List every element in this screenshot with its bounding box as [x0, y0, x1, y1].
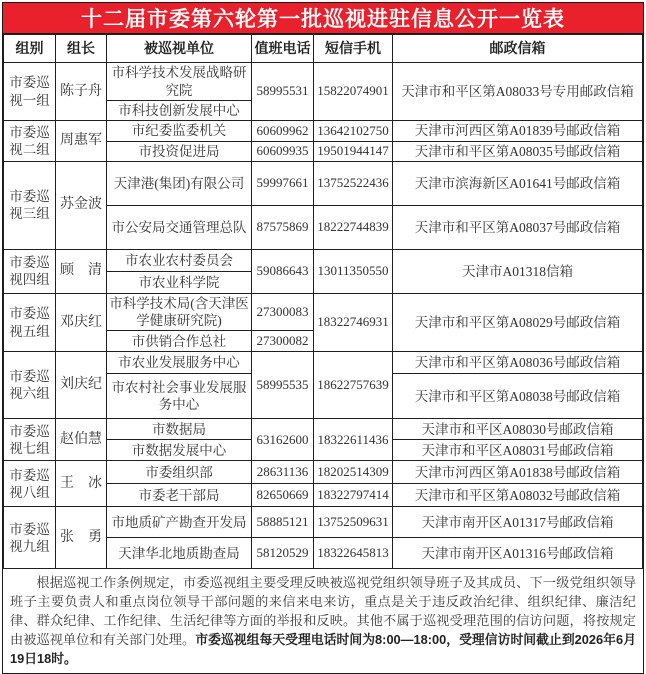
- mobile-cell: 15822074901: [314, 63, 393, 121]
- phone-cell: 59997661: [252, 161, 314, 205]
- phone-cell: 59086643: [252, 249, 314, 293]
- leader-cell: 王 冰: [56, 461, 107, 507]
- group-cell: 市委巡视四组: [4, 249, 56, 293]
- mailbox-cell: 天津市和平区A08030号邮政信箱: [393, 419, 643, 440]
- phone-cell: 60609962: [252, 121, 314, 141]
- col-header-leader: 组长: [56, 35, 107, 63]
- footer-note: [3, 569, 643, 673]
- col-header-mobile: 短信手机: [314, 35, 393, 63]
- table-row: [4, 507, 643, 538]
- phone-cell: 87575869: [252, 205, 314, 249]
- page-title: 十二届市委第六轮第一批巡视进驻信息公开一览表: [3, 3, 643, 34]
- mobile-cell: 18322797414: [314, 484, 393, 507]
- mailbox-cell: 天津市和平区第A08035号邮政信箱: [393, 141, 643, 161]
- phone-cell: 58120529: [252, 538, 314, 569]
- mobile-cell: 18322645813: [314, 538, 393, 569]
- phone-cell: 28631136: [252, 461, 314, 484]
- col-header-phone: 值班电话: [252, 35, 314, 63]
- unit-cell: 市科技创新发展中心: [107, 101, 252, 121]
- leader-cell: 顾 清: [56, 249, 107, 293]
- unit-cell: 市委组织部: [107, 461, 252, 484]
- col-header-group: 组别: [4, 35, 56, 63]
- leader-cell: 苏金波: [56, 161, 107, 249]
- unit-cell: 市数据局: [107, 419, 252, 440]
- phone-cell: 63162600: [252, 419, 314, 461]
- table-header-row: [4, 35, 643, 63]
- unit-cell: 市委老干部局: [107, 484, 252, 507]
- leader-cell: 赵伯慧: [56, 419, 107, 461]
- mailbox-cell: 天津市和平区第A08038号邮政信箱: [393, 374, 643, 419]
- group-cell: 市委巡视二组: [4, 121, 56, 162]
- table-row: [4, 293, 643, 331]
- unit-cell: 市投资促进局: [107, 141, 252, 161]
- table-row: [4, 63, 643, 101]
- unit-cell: 市数据发展中心: [107, 440, 252, 461]
- mailbox-cell: 天津市和平区第A08029号邮政信箱: [393, 293, 643, 352]
- group-cell: 市委巡视八组: [4, 461, 56, 507]
- mailbox-cell: 天津市和平区第A08033号专用邮政信箱: [393, 63, 643, 121]
- phone-cell: 58885121: [252, 507, 314, 538]
- unit-cell: 市农业科学院: [107, 271, 252, 293]
- footer-paragraph: [10, 573, 636, 668]
- group-cell: 市委巡视九组: [4, 507, 56, 569]
- group-cell: 市委巡视五组: [4, 293, 56, 352]
- unit-cell: 市科学技术局(含天津医学健康研究院): [107, 293, 252, 331]
- mailbox-cell: 天津市滨海新区A01641号邮政信箱: [393, 161, 643, 205]
- mobile-cell: 13752522436: [314, 161, 393, 205]
- unit-cell: 市纪委监委机关: [107, 121, 252, 141]
- mailbox-cell: 天津市和平区第A08036号邮政信箱: [393, 352, 643, 374]
- mobile-cell: 18322611436: [314, 419, 393, 461]
- mobile-cell: 13642102750: [314, 121, 393, 141]
- mobile-cell: 13752509631: [314, 507, 393, 538]
- unit-cell: 市农村社会事业发展服务中心: [107, 374, 252, 419]
- col-header-mailbox: 邮政信箱: [393, 35, 643, 63]
- group-cell: 市委巡视六组: [4, 352, 56, 419]
- mailbox-cell: 天津市南开区A01316号邮政信箱: [393, 538, 643, 569]
- mobile-cell: 18622757639: [314, 352, 393, 419]
- phone-cell: 58995535: [252, 352, 314, 419]
- unit-cell: 市公安局交通管理总队: [107, 205, 252, 249]
- table-row: [4, 249, 643, 271]
- table-row: [4, 461, 643, 484]
- mailbox-cell: 天津市A01318信箱: [393, 249, 643, 293]
- phone-cell: 58995531: [252, 63, 314, 121]
- phone-cell: 27300082: [252, 331, 314, 352]
- phone-cell: 82650669: [252, 484, 314, 507]
- footer-bold-text: 市委巡视组每天受理电话时间为8:00—18:00，受理信访时间截止到2026年6月19日18时。: [10, 632, 636, 667]
- col-header-unit: 被巡视单位: [107, 35, 252, 63]
- group-cell: 市委巡视一组: [4, 63, 56, 121]
- leader-cell: 周惠军: [56, 121, 107, 162]
- mailbox-cell: 天津市河西区第A01839号邮政信箱: [393, 121, 643, 141]
- leader-cell: 陈子舟: [56, 63, 107, 121]
- unit-cell: 天津港(集团)有限公司: [107, 161, 252, 205]
- mailbox-cell: 天津市和平区A08031号邮政信箱: [393, 440, 643, 461]
- mailbox-cell: 天津市河西区第A01838号邮政信箱: [393, 461, 643, 484]
- phone-cell: 27300083: [252, 293, 314, 331]
- table-row: [4, 352, 643, 374]
- mailbox-cell: 天津市南开区A01317号邮政信箱: [393, 507, 643, 538]
- group-cell: 市委巡视七组: [4, 419, 56, 461]
- unit-cell: 市农业发展服务中心: [107, 352, 252, 374]
- unit-cell: 天津华北地质勘查局: [107, 538, 252, 569]
- mobile-cell: 13011350550: [314, 249, 393, 293]
- footer-body-text: 根据巡视工作条例规定，市委巡视组主要受理反映被巡视党组织领导班子及其成员、下一级党组织领导班子主要负责人和重点岗位领导干部问题的来信来电来访，重点是关于违反政治纪律、组织纪律、廉洁纪律、群众纪律、工作纪律、生活纪律等方面的举报和反映。其他不属于巡视受理范围的信访问题，将按规定由被巡视单位和有关部门处理。: [10, 575, 636, 648]
- table-row: [4, 121, 643, 141]
- mobile-cell: 18322746931: [314, 293, 393, 352]
- table-row: [4, 419, 643, 440]
- unit-cell: 市科学技术发展战略研究院: [107, 63, 252, 101]
- inspection-table: [3, 34, 643, 569]
- phone-cell: 60609935: [252, 141, 314, 161]
- unit-cell: 市农业农村委员会: [107, 249, 252, 271]
- mailbox-cell: 天津市和平区第A08037号邮政信箱: [393, 205, 643, 249]
- leader-cell: 刘庆纪: [56, 352, 107, 419]
- unit-cell: 市供销合作总社: [107, 331, 252, 352]
- table-row: [4, 161, 643, 205]
- leader-cell: 张 勇: [56, 507, 107, 569]
- mobile-cell: 18202514309: [314, 461, 393, 484]
- mobile-cell: 18222744839: [314, 205, 393, 249]
- mobile-cell: 19501944147: [314, 141, 393, 161]
- group-cell: 市委巡视三组: [4, 161, 56, 249]
- leader-cell: 邓庆红: [56, 293, 107, 352]
- unit-cell: 市地质矿产勘查开发局: [107, 507, 252, 538]
- inspection-notice-page: [2, 2, 644, 674]
- mailbox-cell: 天津市和平区第A08032号邮政信箱: [393, 484, 643, 507]
